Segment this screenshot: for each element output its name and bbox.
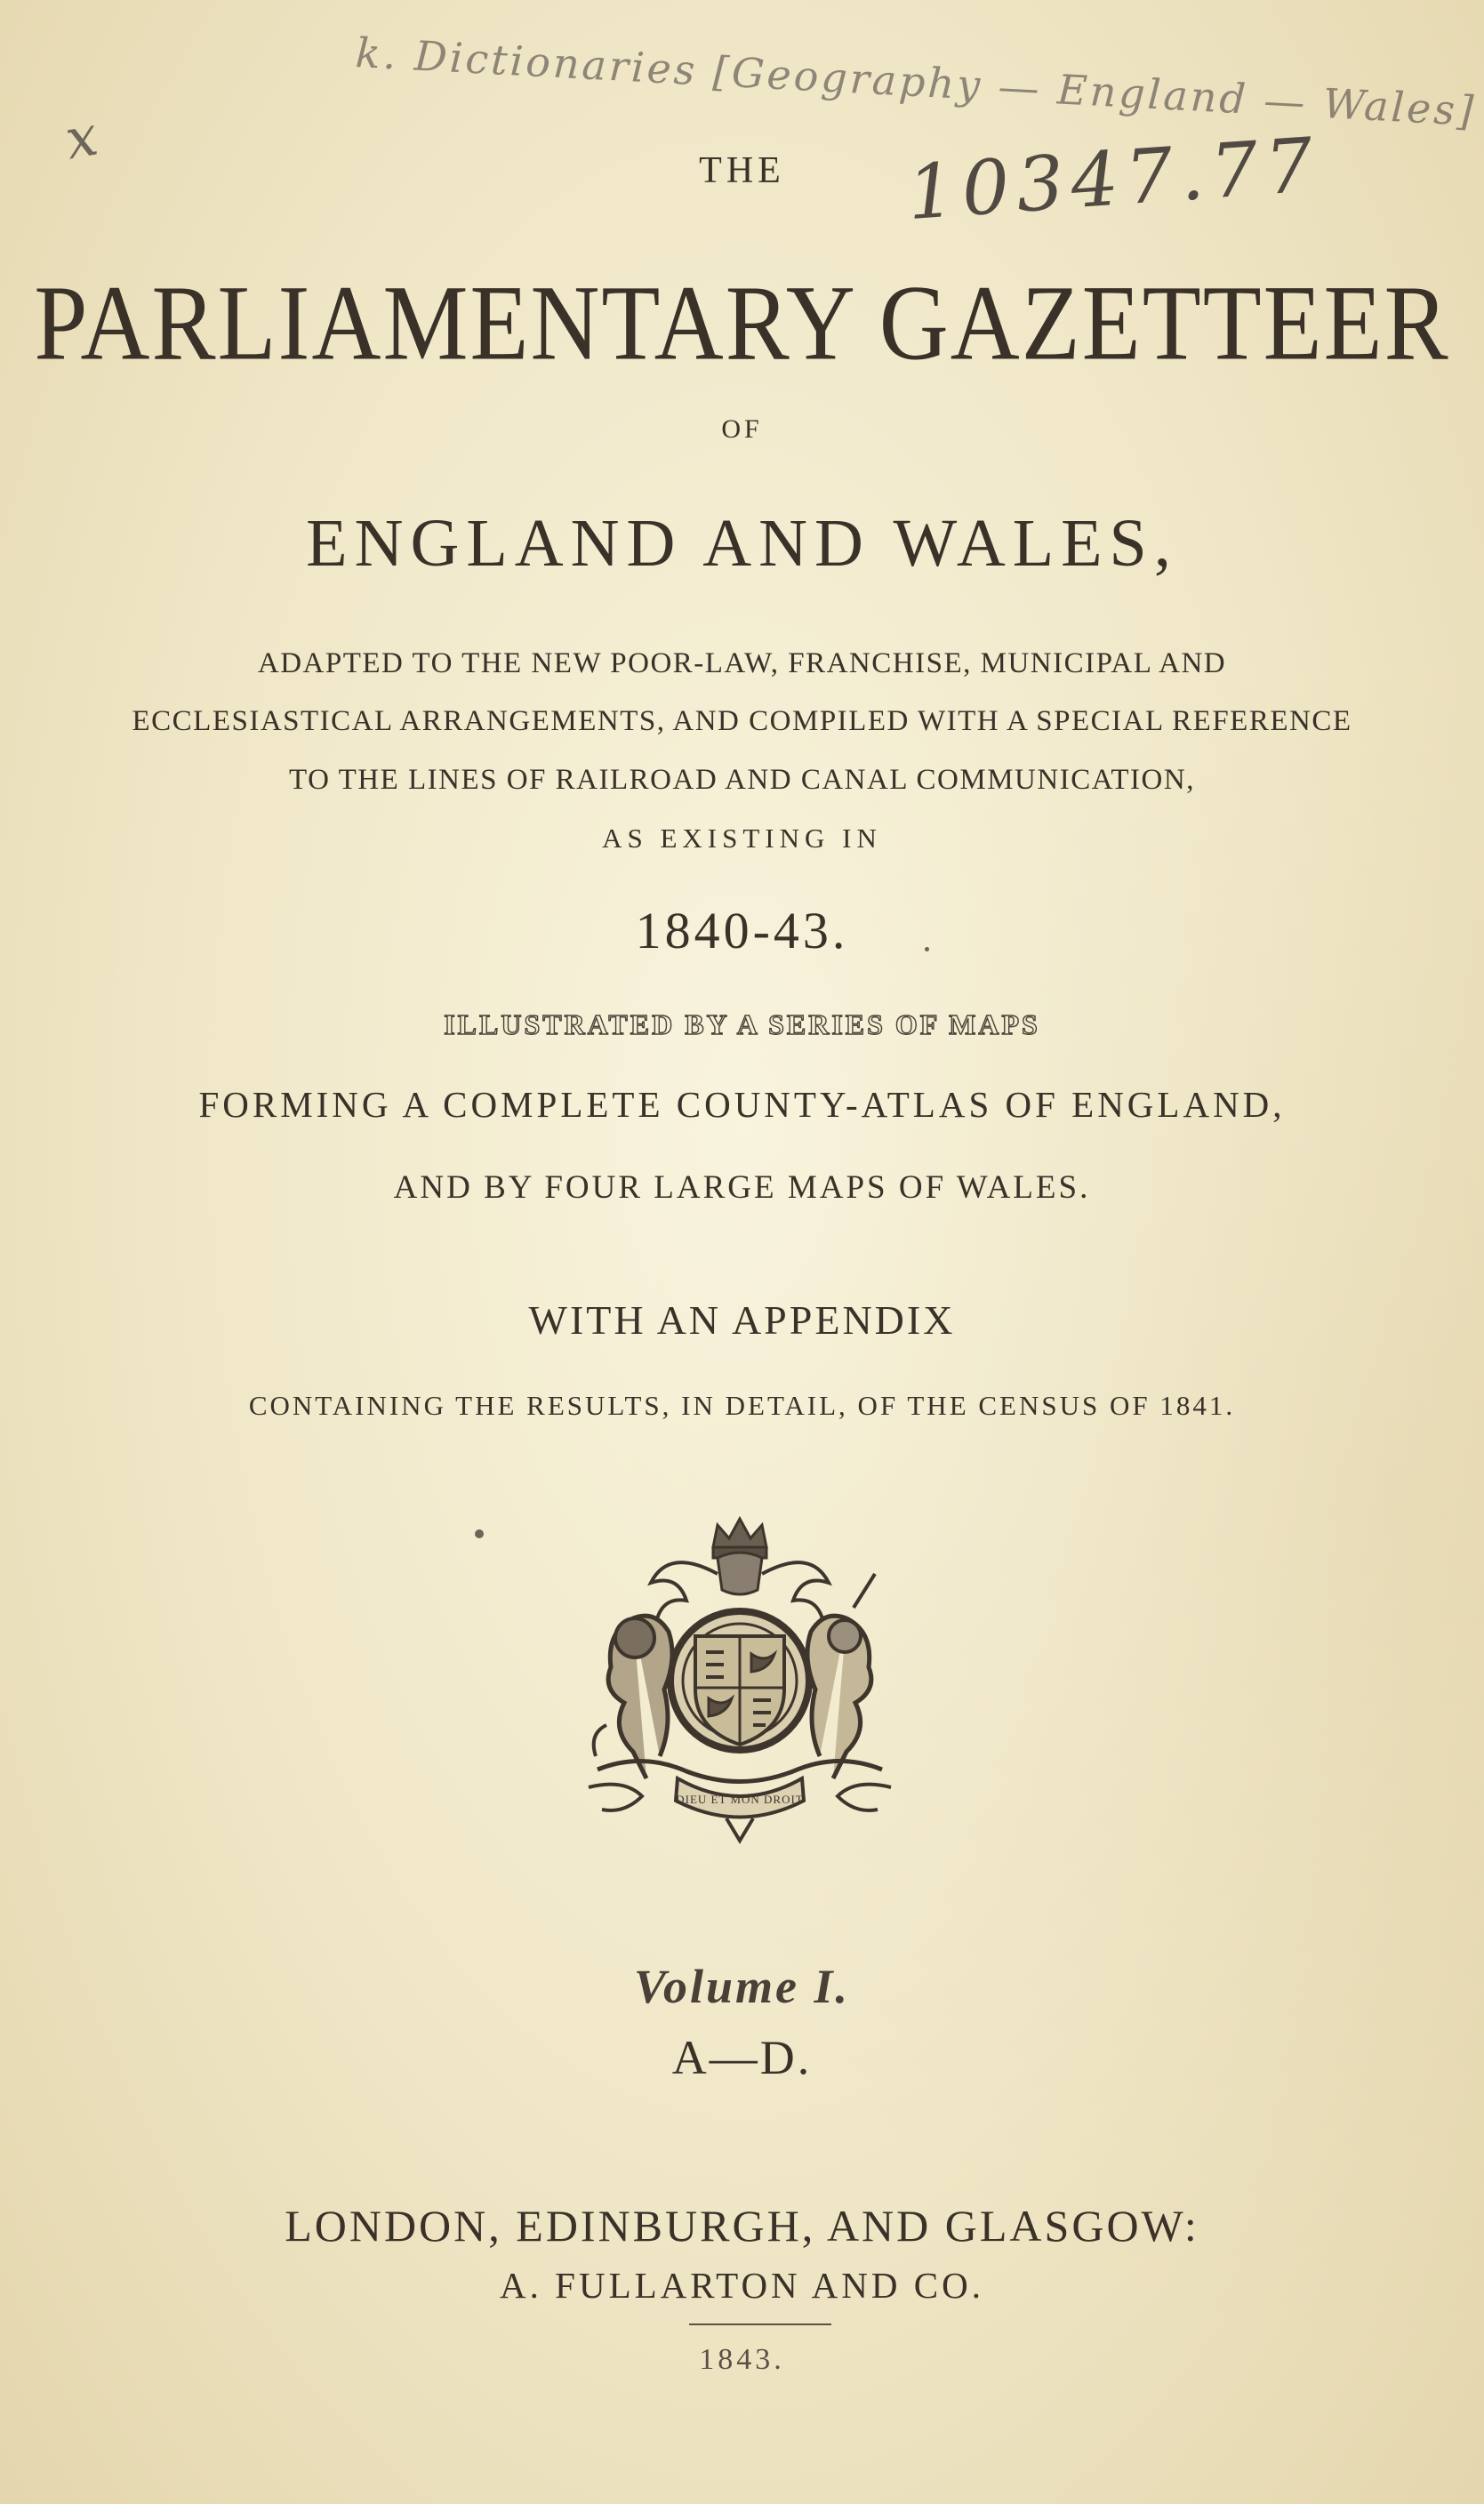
volume-range: A—D. <box>671 2031 813 2084</box>
handwritten-cross-mark: x <box>60 102 103 173</box>
crest-motto: DIEU ET MON DROIT <box>676 1793 804 1806</box>
description-line-2: ECCLESIASTICAL ARRANGEMENTS, AND COMPILED WITH A SPECIAL REFERENCE <box>132 705 1352 737</box>
ink-speck <box>925 947 929 951</box>
ink-speck <box>475 1529 484 1538</box>
page-subtitle: ENGLAND AND WALES, <box>306 506 1178 581</box>
description-line-3: TO THE LINES OF RAILROAD AND CANAL COMMUNICATION, <box>289 764 1195 796</box>
census-line: CONTAINING THE RESULTS, IN DETAIL, OF THE CENSUS OF 1841. <box>248 1390 1236 1421</box>
royal-coat-of-arms-icon <box>571 1512 909 1850</box>
handwritten-shelf-number: 10347.77 <box>904 120 1323 237</box>
divider <box>689 2323 831 2325</box>
handwritten-shelfmark-note: k. Dictionaries [Geography — England — Wales] <box>354 28 1478 135</box>
title-of: OF <box>721 414 763 444</box>
description-line-1: ADAPTED TO THE NEW POOR-LAW, FRANCHISE, MUNICIPAL AND <box>257 647 1227 679</box>
page-title: PARLIAMENTARY GAZETTEER <box>34 264 1450 383</box>
appendix-heading: WITH AN APPENDIX <box>528 1297 956 1343</box>
title-the: THE <box>699 150 785 191</box>
description-line-4: AS EXISTING IN <box>602 823 882 854</box>
years-line: 1840-43. <box>635 902 849 959</box>
publication-date: 1843. <box>699 2343 785 2376</box>
publication-place: LONDON, EDINBURGH, AND GLASGOW: <box>285 2201 1199 2251</box>
publisher-name: A. FULLARTON AND CO. <box>500 2265 984 2306</box>
volume-label: Volume I. <box>633 1960 851 2013</box>
illustrated-line: ILLUSTRATED BY A SERIES OF MAPS <box>444 1008 1040 1040</box>
atlas-line: FORMING A COMPLETE COUNTY-ATLAS OF ENGLAND, <box>198 1084 1286 1125</box>
wales-maps-line: AND BY FOUR LARGE MAPS OF WALES. <box>393 1169 1091 1206</box>
